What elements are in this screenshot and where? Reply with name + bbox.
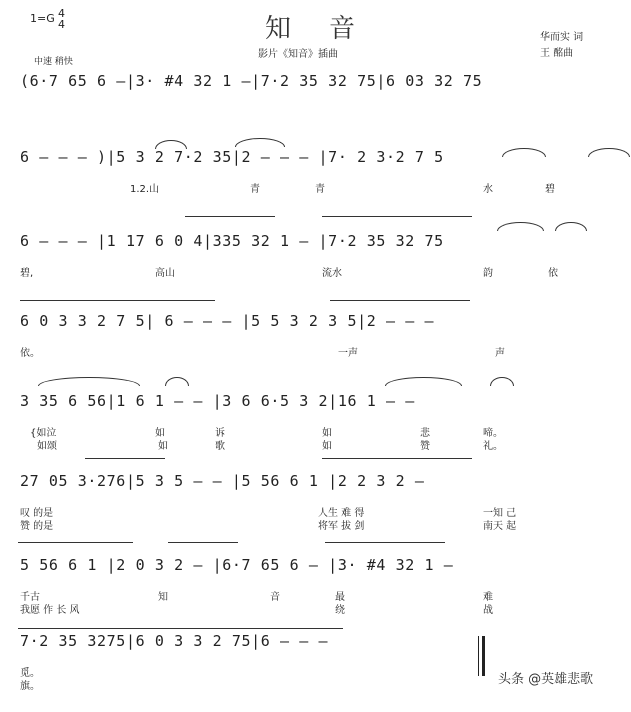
tie-line [85,458,165,459]
notation-line: 6 – – – |1 17 6 0 4|335 32 1 – |7·2 35 32 75 [20,232,444,250]
lyric-syllable: 高山 [155,268,175,279]
tempo-marking: 中速 稍快 [34,57,73,67]
lyric-syllable: 音 [270,592,280,603]
notation-line: 3 35 6 56|1 6 1 – – |3 6 6·5 3 2|16 1 – – [20,392,415,410]
lyric-syllable: 如 [155,428,165,439]
score-row [0,472,631,552]
final-barline-thin [478,636,479,676]
lyric-syllable: 啼。 [483,428,503,439]
lyric-syllable-verse2: 歌 [215,441,225,452]
tie-line [18,542,133,543]
score-row [0,148,631,228]
lyric-syllable: {如泣 [30,428,57,439]
song-title: 知音 [265,14,394,44]
lyric-syllable: 人生 难 得 [318,508,365,519]
lyric-syllable-verse2: 旗。 [20,681,40,692]
lyric-syllable: 声 [495,348,505,359]
lyric-syllable: 依。 [20,348,40,359]
lyric-syllable-verse2: 如颂 [37,441,57,452]
lyric-syllable: 觅。 [20,668,40,679]
final-barline-thick [482,636,485,676]
lyric-syllable: 千古 [20,592,40,603]
lyric-syllable: 青 [250,184,260,195]
notation-line: 27 05 3·276|5 3 5 – – |5 56 6 1 |2 2 3 2 – [20,472,425,490]
time-signature: 4 4 [58,7,65,31]
tie-line [18,628,343,629]
lyric-syllable: 韵 [483,268,493,279]
notation-line: 5 56 6 1 |2 0 3 2 – |6·7 65 6 – |3· #4 32 1 – [20,556,454,574]
notation-line: 6 – – – )|5 3 2 7·2 35|2 – – – |7· 2 3·2 7 5 [20,148,444,166]
lyric-syllable-verse2: 绕 [335,605,345,616]
watermark: 头条 @英雄悲歌 [498,672,594,687]
lyric-syllable: 流水 [322,268,342,279]
lyric-syllable-verse2: 南天 起 [483,521,517,532]
lyric-syllable-verse2: 战 [483,605,493,616]
lyric-syllable-verse2: 如 [158,441,168,452]
song-subtitle: 影片《知音》插曲 [258,49,338,60]
lyric-syllable-verse2: 将军 拔 剑 [318,521,365,532]
lyric-syllable: 如 [322,428,332,439]
composer-credit: 王 酩曲 [540,48,574,59]
lyricist-credit: 华而实 词 [540,32,584,43]
lyric-syllable: 诉 [215,428,225,439]
notation-line: 7·2 35 3275|6 0 3 3 2 75|6 – – – [20,632,329,650]
lyric-syllable-verse2: 如 [322,441,332,452]
score-row [0,72,631,152]
notation-line: 6 0 3 3 2 7 5| 6 – – – |5 5 3 2 3 5|2 – – – [20,312,435,330]
lyric-syllable-verse2: 赞 的是 [20,521,54,532]
lyric-syllable: 依 [548,268,558,279]
score-row [0,392,631,472]
lyric-syllable: 水 [483,184,493,195]
lyric-syllable-verse2: 礼。 [483,441,503,452]
lyric-syllable-verse2: 我愿 作 长 风 [20,605,80,616]
tie-line [322,458,472,459]
score-row [0,556,631,636]
lyric-syllable: 叹 的是 [20,508,54,519]
lyric-syllable: 碧, [20,268,34,279]
notation-line: (6·7 65 6 –|3· #4 32 1 –|7·2 35 32 75|6 03 32 75 [20,72,483,90]
tie-line [322,216,472,217]
lyric-syllable: 青 [315,184,325,195]
tie-line [330,300,470,301]
key-signature: 1=G [30,12,55,25]
tie-line [325,542,445,543]
lyric-syllable: 碧 [545,184,555,195]
lyric-syllable-verse2: 赞 [420,441,430,452]
lyric-syllable: 最 [335,592,345,603]
lyric-syllable: 难 [483,592,493,603]
lyric-syllable: 1.2.山 [130,184,160,195]
tie-line [185,216,275,217]
lyric-syllable: 知 [158,592,168,603]
lyric-syllable: 一声 [338,348,358,359]
tie-line [20,300,215,301]
lyric-syllable: 一知 己 [483,508,517,519]
tie-line [168,542,238,543]
lyric-syllable: 悲 [420,428,430,439]
